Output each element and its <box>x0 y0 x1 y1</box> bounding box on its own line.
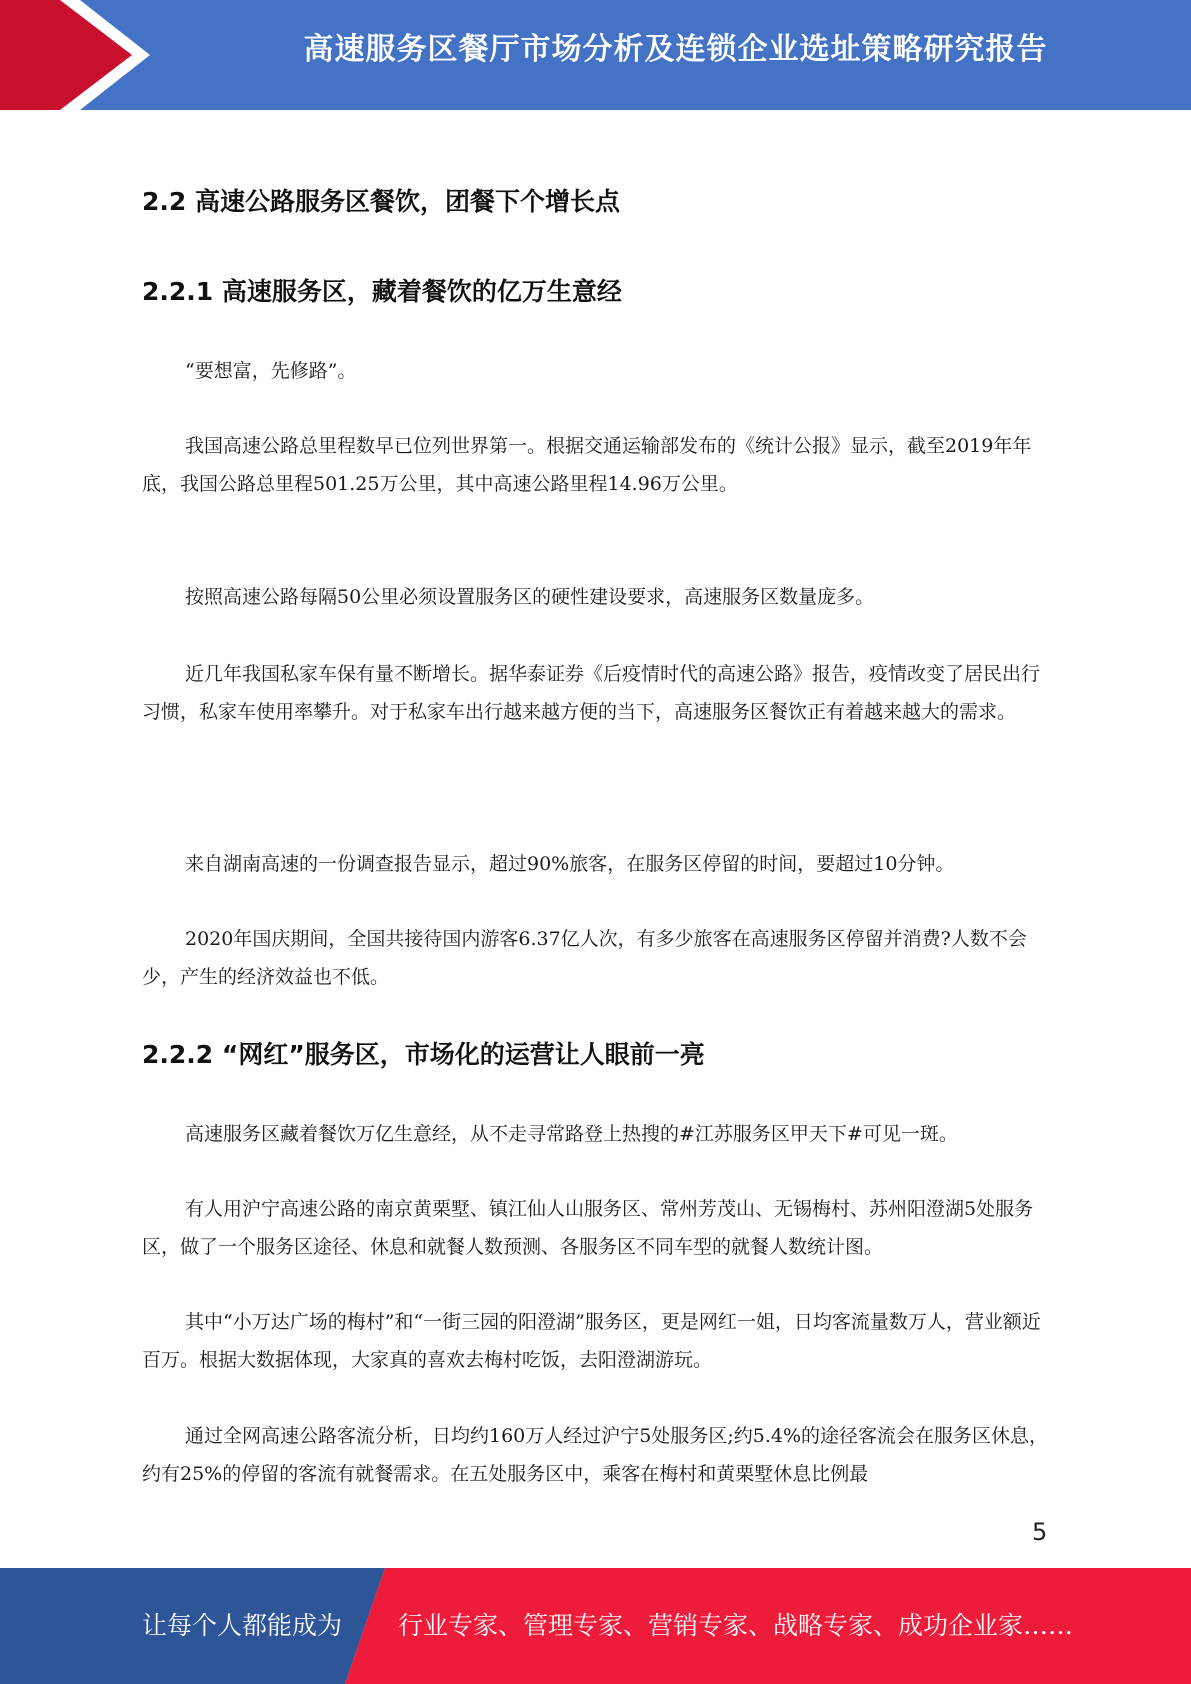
section-heading-2-2-1: 2.2.1 高速服务区，藏着餐饮的亿万生意经 <box>142 277 622 306</box>
paragraph: 通过全网高速公路客流分析，日均约160万人经过沪宁5处服务区;约5.4%的途径客流会在服务区休息，约有25%的停留的客流有就餐需求。在五处服务区中，乘客在梅村和黄栗墅休息比例最 <box>142 1425 1049 1485</box>
paragraph: 高速服务区藏着餐饮万亿生意经，从不走寻常路登上热搜的#江苏服务区甲天下#可见一斑。 <box>185 1123 958 1145</box>
paragraph: 我国高速公路总里程数早已位列世界第一。根据交通运输部发布的《统计公报》显示，截至2019年年底，我国公路总里程501.25万公里，其中高速公路里程14.96万公里。 <box>142 435 1032 495</box>
paragraph: 近几年我国私家车保有量不断增长。据华泰证券《后疫情时代的高速公路》报告，疫情改变了居民出行习惯，私家车使用率攀升。对于私家车出行越来越方便的当下，高速服务区餐饮正有着越来越大的需求。 <box>142 663 1041 723</box>
footer-slogan-left: 让每个人都能成为 <box>142 1611 343 1640</box>
paragraph: 有人用沪宁高速公路的南京黄栗墅、镇江仙人山服务区、常州芳茂山、无锡梅村、苏州阳澄湖5处服务区，做了一个服务区途径、休息和就餐人数预测、各服务区不同车型的就餐人数统计图。 <box>142 1198 1034 1258</box>
section-heading-2-2: 2.2 高速公路服务区餐饮，团餐下个增长点 <box>142 187 620 216</box>
footer-slogan-right: 行业专家、管理专家、营销专家、战略专家、成功企业家…… <box>398 1611 1074 1640</box>
page-header <box>0 0 1191 110</box>
section-heading-2-2-2: 2.2.2 “网红”服务区，市场化的运营让人眼前一亮 <box>142 1040 705 1069</box>
paragraph: “要想富，先修路”。 <box>185 360 357 382</box>
page-footer <box>0 1568 1191 1684</box>
paragraph: 按照高速公路每隔50公里必须设置服务区的硬性建设要求，高速服务区数量庞多。 <box>185 586 875 608</box>
paragraph: 来自湖南高速的一份调查报告显示，超过90%旅客，在服务区停留的时间，要超过10分钟。 <box>185 853 955 875</box>
paragraph: 其中“小万达广场的梅村”和“一街三园的阳澄湖”服务区，更是网红一姐，日均客流量数万人，营业额近百万。根据大数据体现，大家真的喜欢去梅村吃饭，去阳澄湖游玩。 <box>142 1311 1041 1371</box>
page-number: 5 <box>1032 1518 1048 1546</box>
paragraph: 2020年国庆期间，全国共接待国内游客6.37亿人次，有多少旅客在高速服务区停留并消费?人数不会少，产生的经济效益也不低。 <box>142 928 1027 988</box>
document-title: 高速服务区餐厅市场分析及连锁企业选址策略研究报告 <box>303 32 1048 67</box>
